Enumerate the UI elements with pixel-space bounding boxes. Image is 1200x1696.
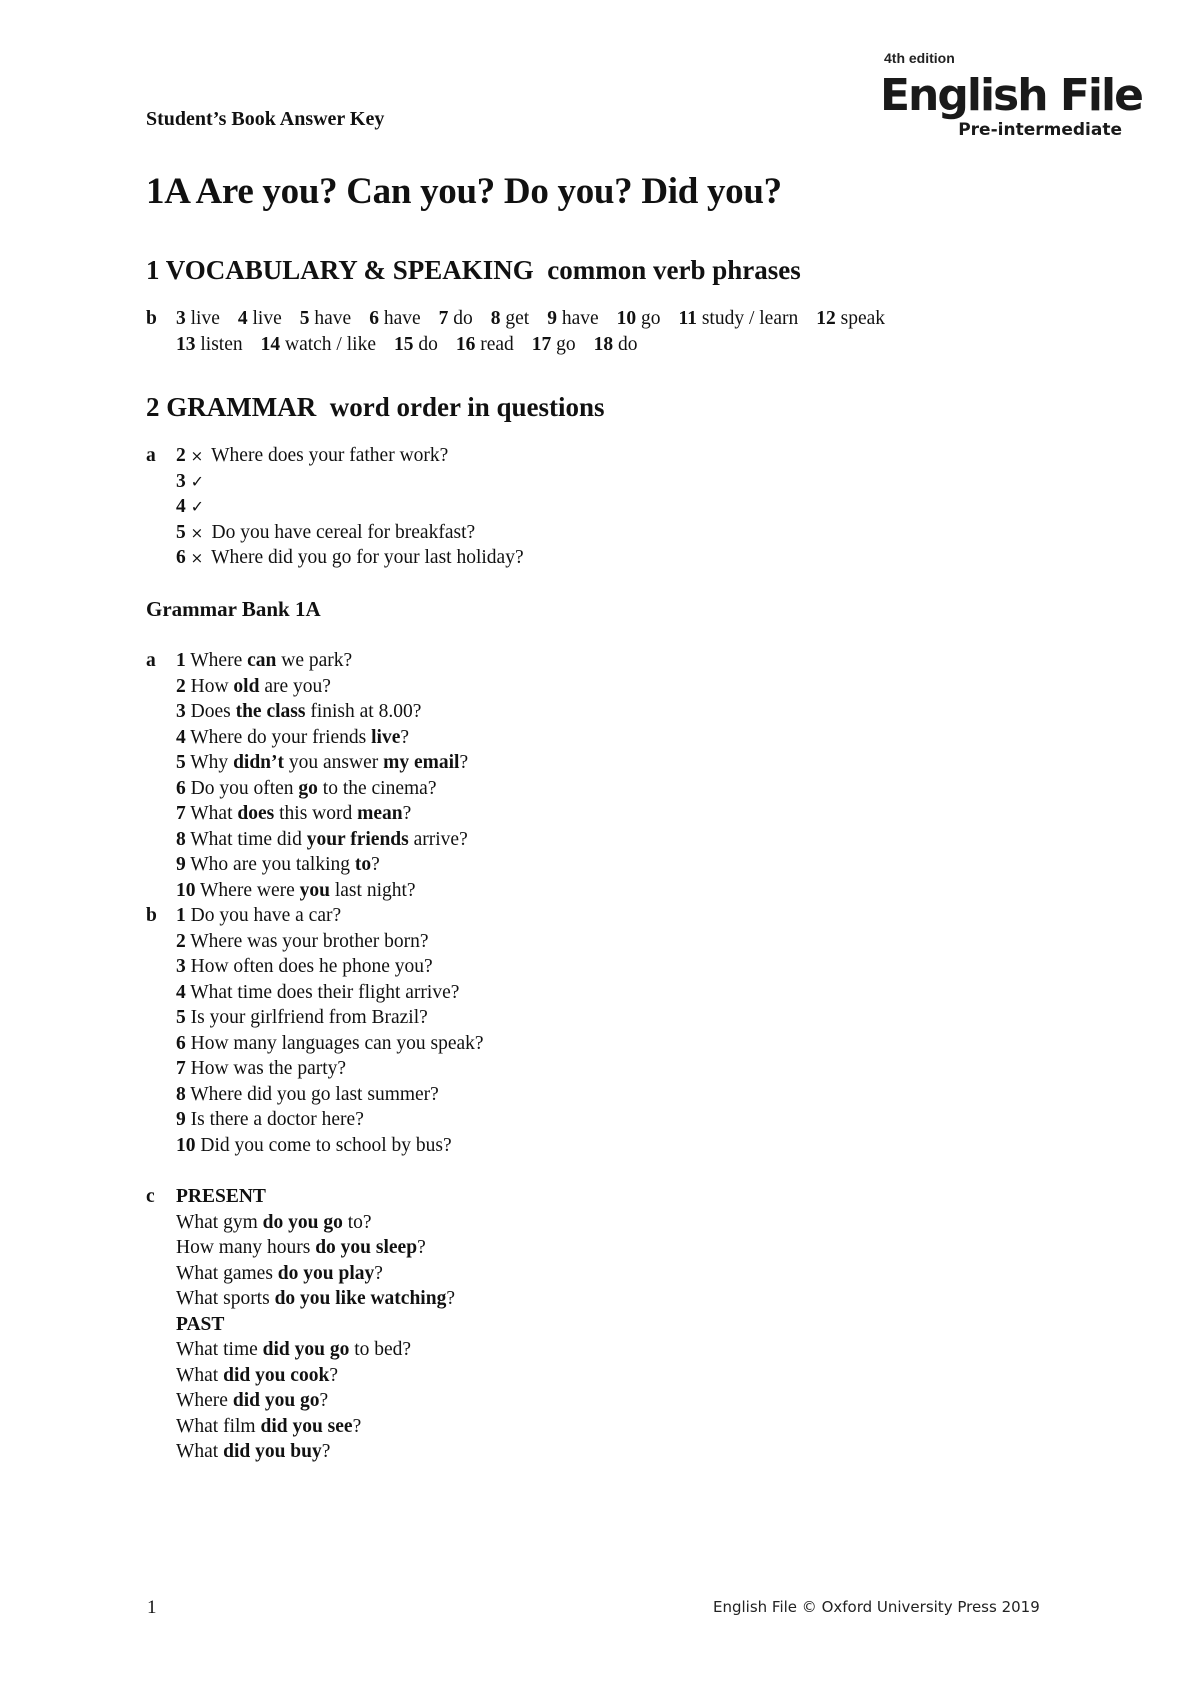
bold-text: did you see — [260, 1415, 353, 1437]
page-title: 1A Are you? Can you? Do you? Did you? — [146, 171, 782, 212]
check-icon: ✓ — [190, 497, 205, 516]
question-line — [176, 1363, 455, 1389]
answer-line — [176, 980, 484, 1006]
item-answer: go — [641, 308, 661, 329]
answer-line — [176, 674, 468, 700]
item-number: 7 — [176, 1058, 186, 1079]
item-number: 7 — [176, 803, 186, 824]
bold-text: did you cook — [223, 1364, 330, 1386]
answer-item — [176, 332, 243, 358]
answer-item — [617, 306, 661, 332]
plain-text: What games — [176, 1262, 278, 1284]
item-answer: have — [314, 308, 352, 329]
page-number: 1 — [147, 1597, 157, 1618]
item-number: 2 — [176, 675, 186, 697]
item-number: 2 — [176, 445, 186, 466]
item-number: 3 — [176, 701, 186, 722]
item-number: 10 — [176, 879, 196, 901]
answer-item — [547, 306, 598, 332]
item-number: 9 — [176, 1109, 186, 1130]
item-answer: have — [383, 308, 421, 329]
item-answer: watch / like — [285, 333, 376, 355]
item-number: 7 — [438, 308, 449, 329]
item-number: 4 — [176, 496, 186, 517]
item-number: 6 — [176, 777, 186, 799]
item-number: 17 — [531, 333, 552, 355]
corrected-question: Where did you go for your last holiday? — [211, 547, 524, 568]
corrected-question: Do you have cereal for breakfast? — [211, 521, 476, 543]
answer-line — [176, 725, 468, 751]
plain-text: What — [176, 1364, 224, 1386]
exercise-letter: a — [146, 445, 156, 466]
section-2-heading-main: 2 GRAMMAR — [146, 392, 317, 422]
item-answer: Did you come to school by bus? — [195, 1134, 452, 1156]
bold-text: did you buy — [223, 1441, 322, 1462]
item-number: 1 — [176, 905, 186, 926]
answer-line — [176, 1082, 484, 1108]
item-answer: How often does he phone you? — [185, 956, 433, 977]
item-number: 8 — [176, 1083, 186, 1105]
section-1-heading — [146, 255, 801, 286]
plain-text: ? — [319, 1390, 329, 1411]
answer-line — [176, 520, 524, 546]
grammar-bank-heading: Grammar Bank 1A — [146, 597, 321, 621]
exercise-letter: b — [146, 308, 157, 329]
plain-text: How many hours — [176, 1237, 316, 1258]
item-number: 11 — [678, 308, 697, 329]
item-number: 3 — [176, 308, 186, 329]
plain-text: ? — [402, 803, 412, 824]
item-number: 4 — [176, 981, 186, 1003]
question-line — [176, 1388, 455, 1414]
answer-line — [176, 801, 468, 827]
plain-text: arrive? — [408, 828, 468, 850]
item-number: 3 — [176, 470, 186, 492]
answer-line — [176, 954, 484, 980]
answer-line — [176, 1133, 484, 1159]
answer-item — [594, 332, 638, 358]
plain-text: Where — [185, 650, 248, 671]
tense-label: PAST — [176, 1313, 225, 1335]
vocabulary-answers — [176, 306, 903, 357]
plain-text: Does — [185, 701, 236, 722]
corrected-question: Where does your father work? — [211, 445, 449, 466]
item-answer: Do you have a car? — [185, 905, 342, 926]
bold-text: mean — [357, 803, 403, 824]
item-answer: How many languages can you speak? — [185, 1032, 484, 1054]
answer-line — [176, 903, 484, 929]
answer-line — [176, 1005, 484, 1031]
item-number: 10 — [176, 1134, 196, 1156]
plain-text: this word — [274, 803, 358, 824]
exercise-letter: a — [146, 650, 156, 671]
item-answer: What time does their flight arrive? — [185, 981, 460, 1003]
plain-text: to bed? — [349, 1339, 412, 1360]
item-answer: listen — [200, 333, 243, 355]
answer-item — [816, 306, 885, 332]
item-answer: speak — [840, 308, 886, 329]
bold-text: old — [233, 675, 260, 697]
logo-level: Pre-intermediate — [958, 120, 1122, 140]
bold-text: do you play — [277, 1262, 375, 1284]
english-file-logo — [880, 50, 1142, 140]
item-answer: Is your girlfriend from Brazil? — [185, 1007, 428, 1028]
bold-text: does — [237, 803, 275, 824]
item-number: 16 — [455, 333, 476, 355]
logo-brand: English File — [880, 70, 1142, 121]
cross-icon: × — [190, 523, 204, 542]
question-line — [176, 1337, 455, 1363]
grammar-a-answers — [176, 443, 524, 571]
item-number: 5 — [176, 752, 186, 773]
grammar-bank-a-answers — [176, 648, 468, 903]
item-number: 18 — [593, 333, 614, 355]
item-number: 10 — [616, 308, 637, 329]
answer-line — [176, 878, 468, 904]
answer-line — [176, 469, 524, 495]
answer-line — [176, 648, 468, 674]
item-number: 6 — [176, 547, 186, 568]
logo-edition: 4th edition — [884, 50, 955, 66]
bold-text: didn’t — [233, 752, 285, 773]
bold-text: do you go — [262, 1211, 343, 1233]
plain-text: What time did — [185, 828, 307, 850]
plain-text: ? — [446, 1288, 455, 1309]
item-answer: have — [561, 308, 599, 329]
item-answer: How was the party? — [185, 1058, 347, 1079]
item-answer: live — [252, 308, 282, 329]
plain-text: you answer — [284, 752, 384, 773]
item-answer: Is there a doctor here? — [185, 1109, 364, 1130]
bold-text: you — [299, 879, 330, 901]
item-number: 14 — [260, 333, 281, 355]
item-answer: read — [480, 333, 514, 355]
item-answer: do — [618, 333, 638, 355]
item-answer: go — [556, 333, 576, 355]
grammar-bank-b-answers — [176, 903, 484, 1158]
exercise-letter: b — [146, 905, 157, 926]
answer-item — [394, 332, 438, 358]
plain-text: Where — [176, 1390, 233, 1411]
item-number: 6 — [369, 308, 379, 329]
cross-icon: × — [190, 447, 204, 465]
answer-line — [176, 776, 468, 802]
plain-text: ? — [459, 752, 469, 773]
section-2-heading-topic: word order in questions — [329, 392, 605, 422]
tense-label: PRESENT — [176, 1186, 266, 1207]
bold-text: can — [247, 650, 277, 671]
plain-text: last night? — [329, 879, 416, 901]
item-number: 5 — [176, 1007, 186, 1028]
answer-line — [176, 306, 903, 332]
plain-text: What sports — [176, 1288, 275, 1309]
bold-text: did you go — [262, 1339, 350, 1360]
bold-text: live — [371, 726, 401, 748]
answer-line — [176, 494, 524, 520]
plain-text: Who are you talking — [185, 854, 355, 875]
answer-item — [176, 306, 220, 332]
item-answer: do — [453, 308, 473, 329]
plain-text: finish at 8.00? — [305, 701, 422, 722]
question-line — [176, 1286, 455, 1312]
plain-text: What film — [176, 1415, 261, 1437]
question-line — [176, 1414, 455, 1440]
item-number: 8 — [176, 828, 186, 850]
section-1-heading-main: 1 VOCABULARY & SPEAKING — [146, 255, 534, 285]
bold-text: do you sleep — [315, 1237, 418, 1258]
item-number: 4 — [176, 726, 186, 748]
question-line — [176, 1235, 455, 1261]
bold-text: your friends — [306, 828, 409, 850]
plain-text: Where were — [195, 879, 300, 901]
item-number: 15 — [393, 333, 414, 355]
plain-text: ? — [417, 1237, 426, 1258]
item-number: 4 — [237, 308, 248, 329]
book-label: Student’s Book Answer Key — [146, 108, 385, 130]
item-number: 5 — [176, 521, 186, 543]
plain-text: ? — [371, 854, 380, 875]
plain-text: What — [176, 1441, 224, 1462]
section-2-heading — [146, 392, 605, 423]
answer-item — [300, 306, 351, 332]
bold-text: to — [354, 854, 372, 875]
plain-text: What time — [176, 1339, 263, 1360]
item-number: 5 — [299, 308, 310, 329]
plain-text: ? — [352, 1415, 362, 1437]
item-answer: Where was your brother born? — [185, 930, 429, 952]
answer-line — [176, 699, 468, 725]
question-line — [176, 1439, 455, 1465]
exercise-letter: c — [146, 1186, 155, 1207]
answer-line — [176, 443, 524, 469]
answer-line — [176, 852, 468, 878]
item-number: 9 — [547, 308, 557, 329]
answer-line — [176, 929, 484, 955]
plain-text: Why — [185, 752, 234, 773]
question-line — [176, 1261, 455, 1287]
answer-item — [369, 306, 420, 332]
plain-text: How — [185, 675, 234, 697]
bold-text: my email — [383, 752, 460, 773]
question-line — [176, 1210, 455, 1236]
answer-item — [491, 306, 529, 332]
answer-item — [261, 332, 376, 358]
item-answer: do — [418, 333, 438, 355]
plain-text: ? — [329, 1364, 338, 1386]
copyright-notice: English File © Oxford University Press 2019 — [713, 1598, 1040, 1616]
bold-text: did you go — [232, 1390, 320, 1411]
answer-item — [679, 306, 799, 332]
item-number: 9 — [176, 854, 186, 875]
item-number: 1 — [176, 650, 186, 671]
answer-line — [176, 1107, 484, 1133]
item-number: 2 — [176, 930, 186, 952]
item-number: 13 — [176, 333, 196, 355]
answer-line — [176, 750, 468, 776]
bold-text: the class — [235, 701, 306, 722]
answer-line — [176, 332, 903, 358]
answer-line — [176, 545, 524, 571]
answer-item — [456, 332, 514, 358]
answer-line — [176, 1031, 484, 1057]
bold-text: do you like watching — [274, 1288, 447, 1309]
section-1-heading-topic: common verb phrases — [547, 255, 801, 285]
item-number: 8 — [490, 308, 501, 329]
plain-text: What — [185, 803, 238, 824]
answer-item — [532, 332, 576, 358]
bold-text: go — [298, 777, 318, 799]
plain-text: Do you often — [185, 777, 299, 799]
item-number: 12 — [816, 308, 836, 329]
plain-text: What gym — [176, 1211, 263, 1233]
plain-text: Where do your friends — [185, 726, 372, 748]
plain-text: ? — [321, 1441, 331, 1462]
plain-text: to the cinema? — [317, 777, 437, 799]
plain-text: ? — [374, 1262, 383, 1284]
answer-item — [439, 306, 473, 332]
plain-text: ? — [400, 726, 410, 748]
plain-text: are you? — [259, 675, 331, 697]
answer-line — [176, 827, 468, 853]
item-number: 6 — [176, 1032, 186, 1054]
cross-icon: × — [190, 549, 204, 567]
answer-item — [238, 306, 282, 332]
item-answer: live — [190, 308, 220, 329]
item-number: 3 — [176, 956, 186, 977]
check-icon: ✓ — [190, 471, 205, 491]
answer-line — [176, 1056, 484, 1082]
plain-text: we park? — [276, 650, 353, 671]
item-answer: get — [505, 308, 530, 329]
plain-text: to? — [342, 1211, 372, 1233]
item-answer: Where did you go last summer? — [185, 1083, 439, 1105]
grammar-bank-c-answers — [176, 1184, 455, 1465]
item-answer: study / learn — [701, 308, 799, 329]
